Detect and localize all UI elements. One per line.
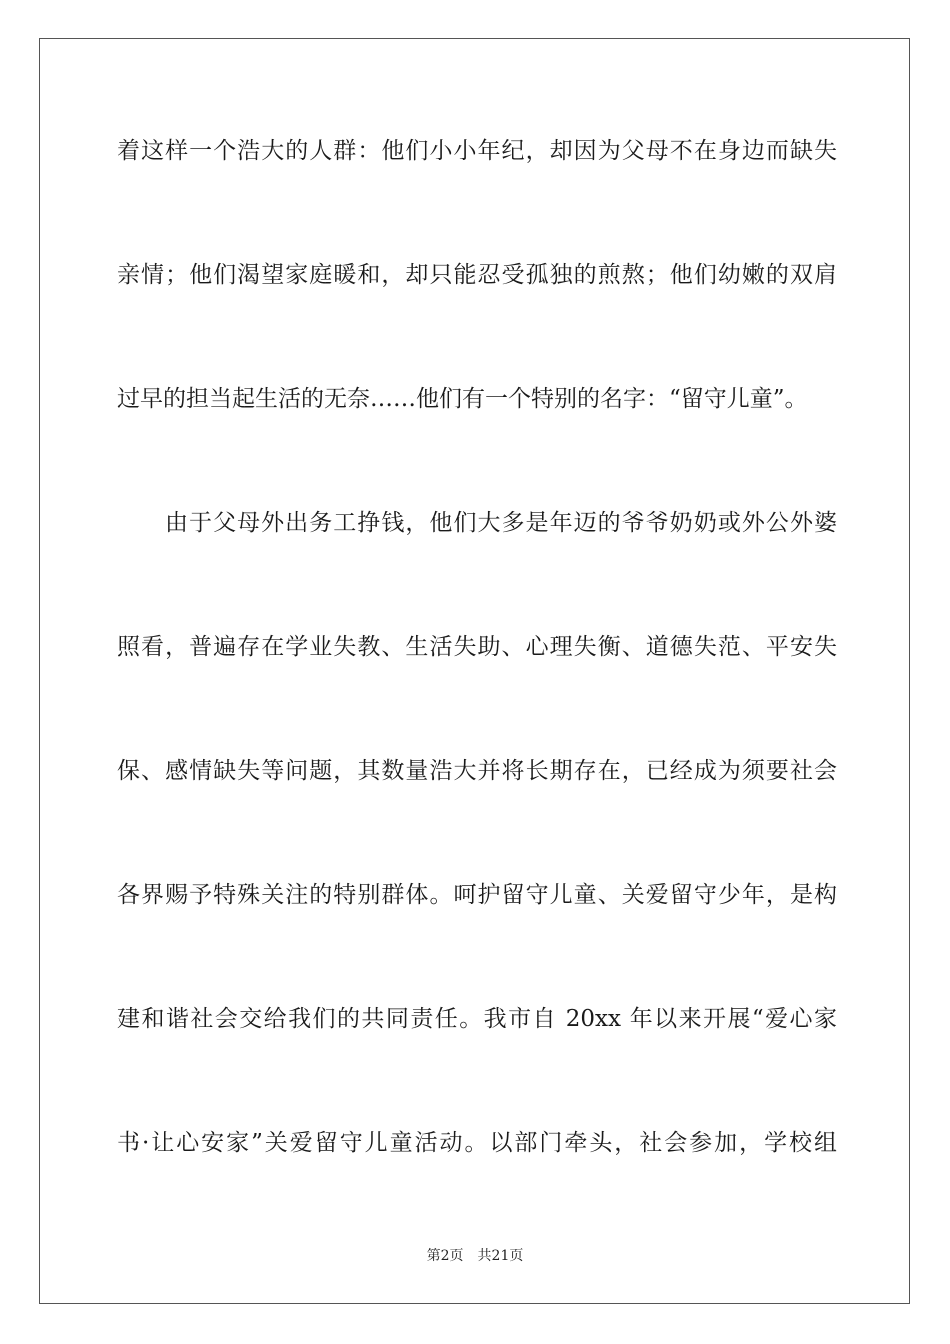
paragraph-line: 着这样一个浩大的人群：他们小小年纪，却因为父母不在身边而缺失: [117, 138, 837, 164]
paragraph-line: 各界赐予特殊关注的特别群体。呵护留守儿童、关爱留守少年，是构: [117, 882, 837, 908]
page-footer: [0, 1246, 950, 1266]
paragraph-line: 过早的担当起生活的无奈……他们有一个特别的名字：“留守儿童”。: [117, 386, 808, 412]
paragraph-line: 照看，普遍存在学业失教、生活失助、心理失衡、道德失范、平安失: [117, 634, 837, 660]
paragraph-line: 保、感情缺失等问题，其数量浩大并将长期存在，已经成为须要社会: [117, 758, 837, 784]
paragraph-line: 由于父母外出务工挣钱，他们大多是年迈的爷爷奶奶或外公外婆: [165, 510, 837, 536]
paragraph-line: 书·让心安家”关爱留守儿童活动。以部门牵头，社会参加，学校组: [117, 1130, 837, 1156]
page-border: [39, 38, 910, 1304]
page-number-current: 第2页: [426, 1248, 464, 1264]
paragraph-line: 建和谐社会交给我们的共同责任。我市自 20xx 年以来开展“爱心家: [117, 1006, 837, 1032]
page-number-total: 共21页: [477, 1248, 524, 1264]
paragraph-line: 亲情；他们渴望家庭暖和，却只能忍受孤独的煎熬；他们幼嫩的双肩: [117, 262, 837, 288]
